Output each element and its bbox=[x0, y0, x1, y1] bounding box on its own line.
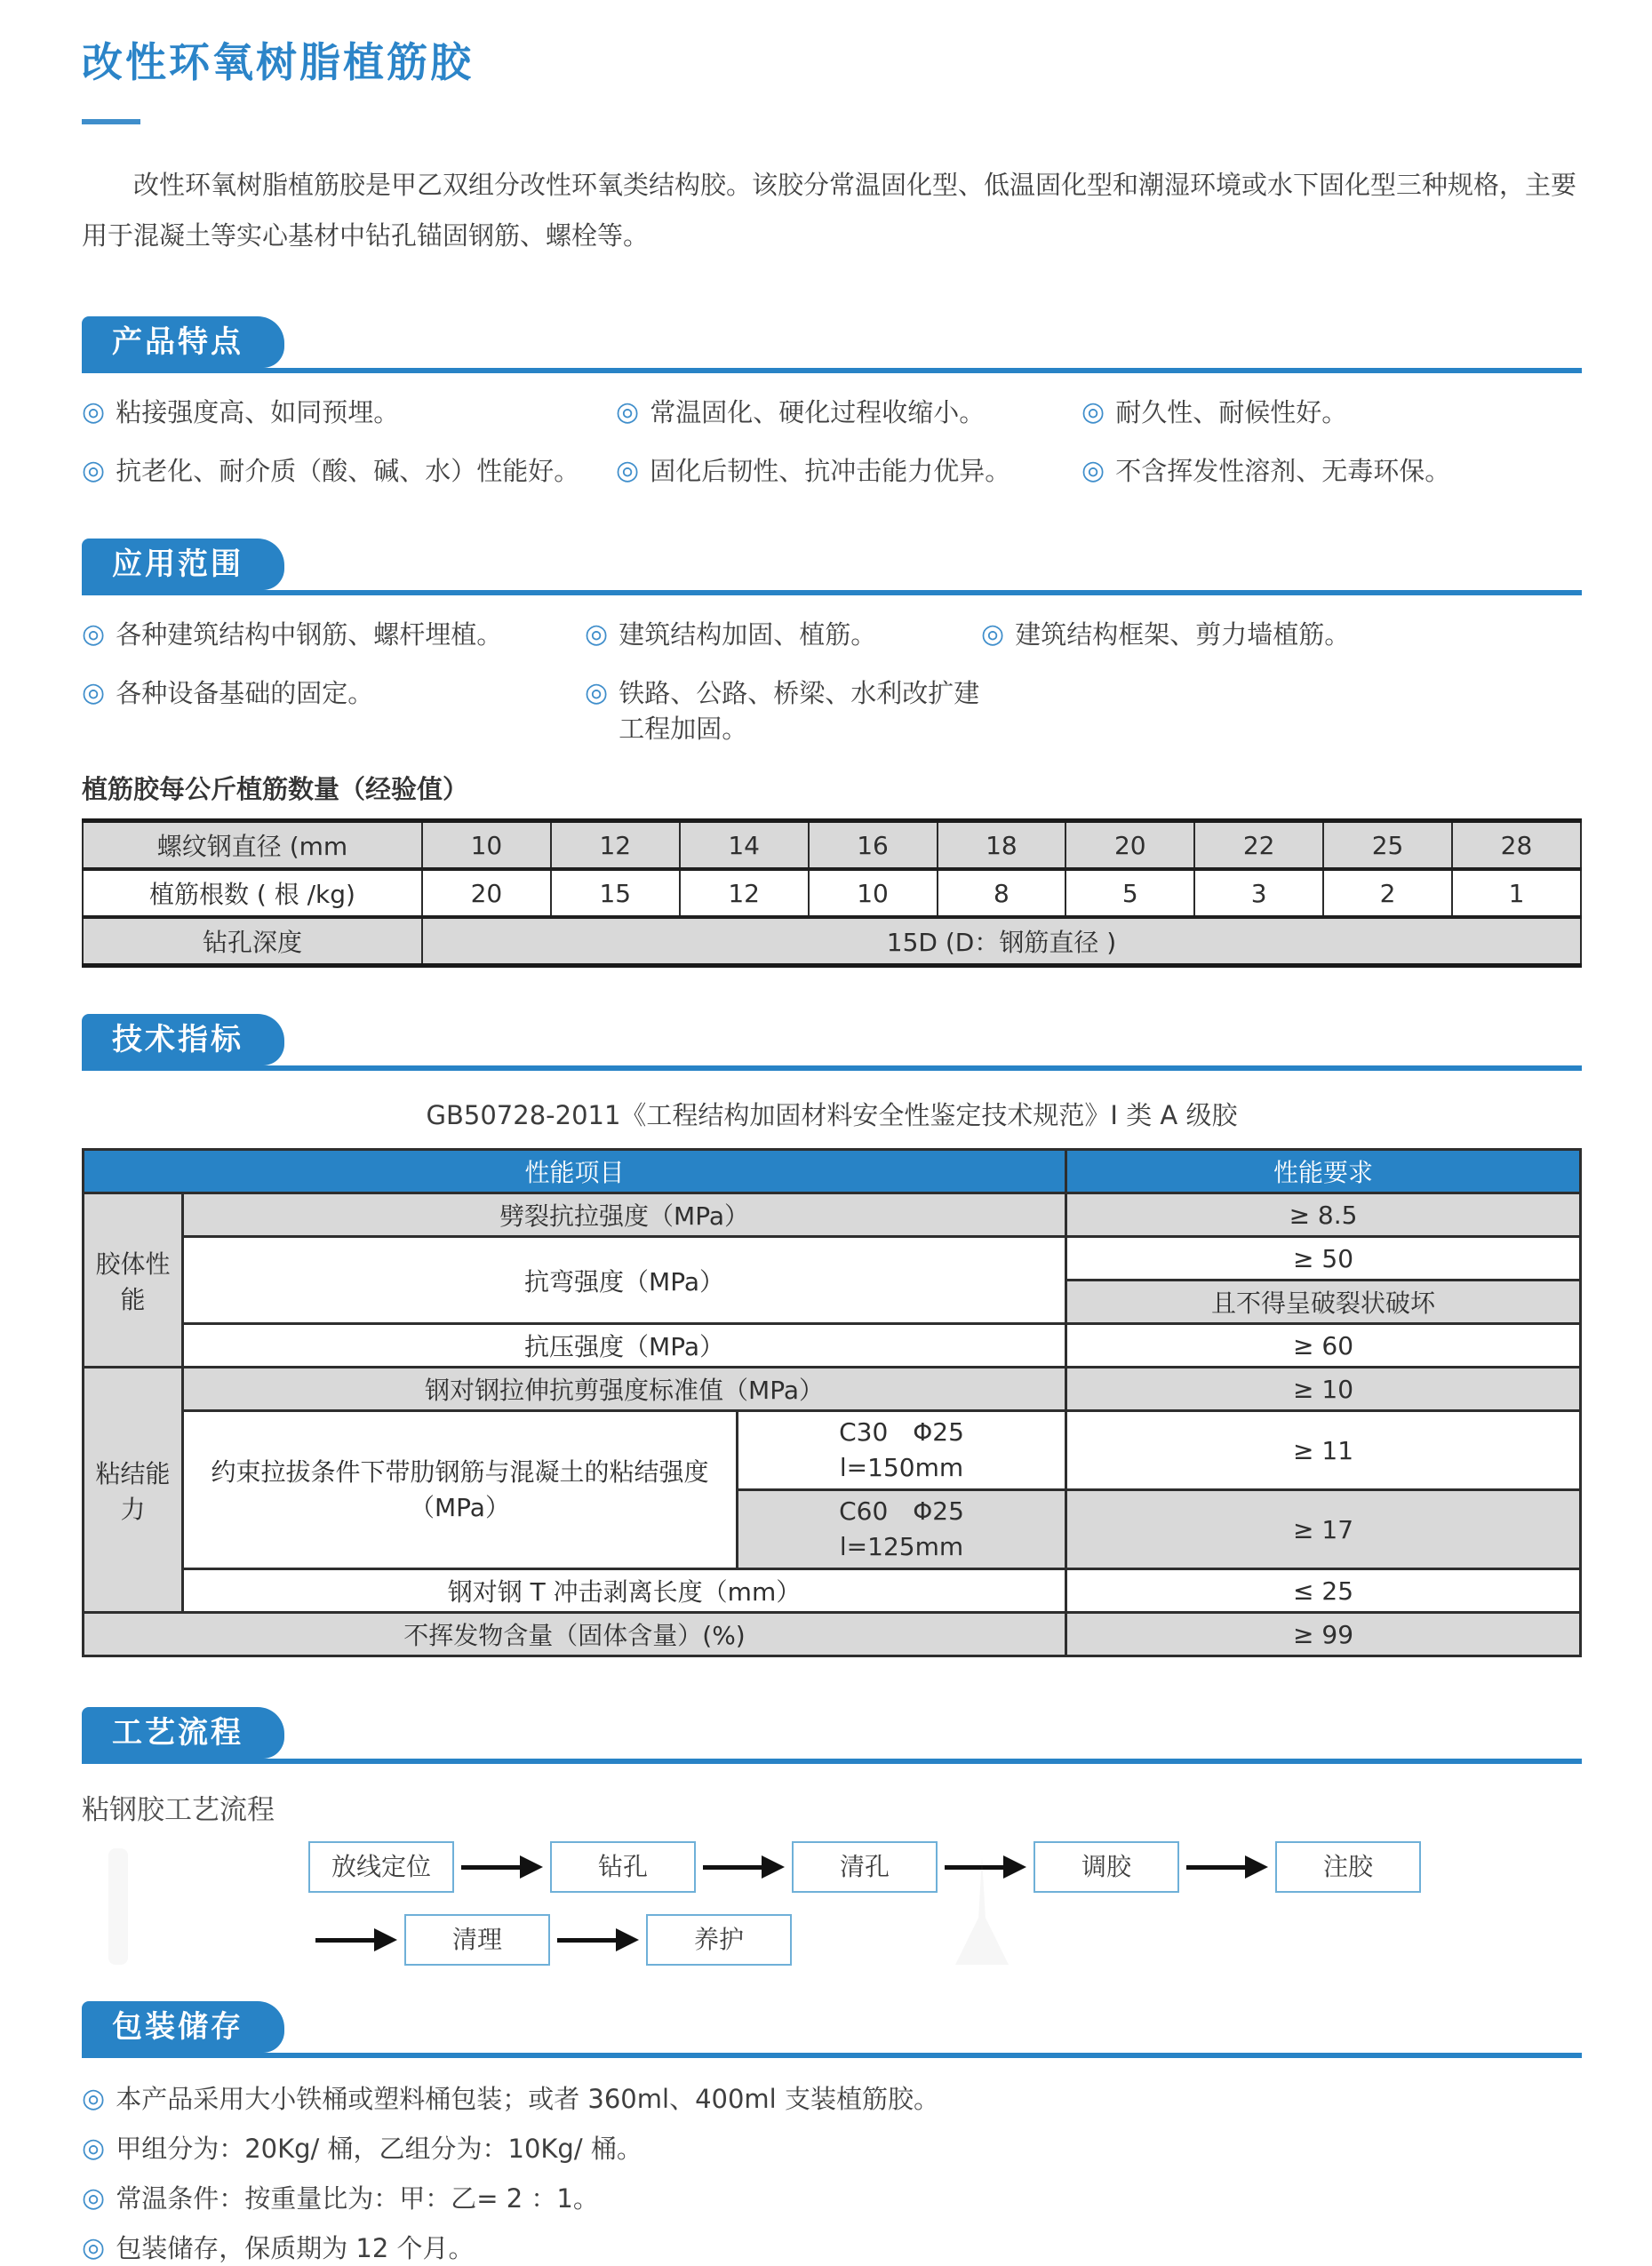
cell: 15D (D：钢筋直径 ) bbox=[422, 917, 1581, 966]
process-badge: 工艺流程 bbox=[82, 1707, 284, 1759]
cell: 10 bbox=[809, 869, 938, 917]
table-row bbox=[83, 869, 1581, 917]
property-cell: 抗压强度（MPa） bbox=[183, 1324, 1066, 1368]
bullseye-bullet-icon: ◎ bbox=[585, 677, 609, 708]
application-item bbox=[981, 617, 1582, 652]
table-row bbox=[84, 1613, 1581, 1656]
condition-line: l=150mm bbox=[839, 1453, 964, 1482]
property-text-line: 约束拉拔条件下带肋钢筋与混凝土的粘结强度 bbox=[211, 1456, 709, 1487]
bullseye-bullet-icon: ◎ bbox=[82, 2182, 106, 2214]
feature-text: 常温固化、硬化过程收缩小。 bbox=[650, 397, 986, 427]
arrow-right-icon bbox=[461, 1855, 543, 1879]
feature-item bbox=[82, 453, 616, 489]
bullseye-bullet-icon: ◎ bbox=[82, 2133, 106, 2164]
cell: 18 bbox=[938, 821, 1066, 870]
cell: 20 bbox=[1065, 821, 1194, 870]
flow-step: 注胶 bbox=[1275, 1841, 1421, 1893]
application-item bbox=[585, 675, 981, 746]
flow-step: 养护 bbox=[646, 1914, 792, 1966]
packaging-item bbox=[82, 2081, 1582, 2117]
packaging-item bbox=[82, 2230, 1582, 2266]
bullseye-bullet-icon: ◎ bbox=[82, 618, 106, 650]
flow-step: 清孔 bbox=[792, 1841, 938, 1893]
table-row bbox=[84, 1324, 1581, 1368]
application-text: 各种设备基础的固定。 bbox=[116, 678, 374, 708]
arrow-right-icon bbox=[315, 1928, 397, 1951]
cell: 20 bbox=[422, 869, 551, 917]
section-header-process bbox=[82, 1707, 1582, 1764]
group-label: 胶体性能 bbox=[84, 1193, 183, 1368]
column-header-property: 性能项目 bbox=[84, 1150, 1066, 1193]
applications-list bbox=[82, 617, 1582, 746]
requirement-cell: ≥ 60 bbox=[1066, 1324, 1581, 1368]
bullseye-bullet-icon: ◎ bbox=[82, 2083, 106, 2114]
application-item bbox=[585, 617, 981, 652]
feature-item bbox=[1081, 453, 1582, 489]
application-text: 铁路、公路、桥梁、水利改扩建工程加固。 bbox=[619, 678, 980, 744]
bullseye-bullet-icon: ◎ bbox=[82, 677, 106, 708]
row-header: 螺纹钢直径 (mm bbox=[83, 821, 422, 870]
feature-text: 抗老化、耐介质（酸、碱、水）性能好。 bbox=[116, 456, 580, 486]
table-row bbox=[84, 1569, 1581, 1613]
condition-cell bbox=[738, 1490, 1066, 1569]
flow-row-1 bbox=[308, 1841, 1582, 1893]
arrow-right-icon bbox=[945, 1855, 1026, 1879]
rebar-count-table bbox=[82, 818, 1582, 968]
bullseye-bullet-icon: ◎ bbox=[616, 396, 640, 427]
packaging-text: 本产品采用大小铁桶或塑料桶包装；或者 360ml、400ml 支装植筋胶。 bbox=[116, 2084, 939, 2114]
row-header: 植筋根数 ( 根 /kg) bbox=[83, 869, 422, 917]
cell: 28 bbox=[1452, 821, 1581, 870]
condition-line: C30 Φ25 bbox=[839, 1417, 964, 1447]
requirement-cell: ≤ 25 bbox=[1066, 1569, 1581, 1613]
process-subtitle: 粘钢胶工艺流程 bbox=[82, 1794, 275, 1826]
packaging-item bbox=[82, 2131, 1582, 2166]
bullseye-bullet-icon: ◎ bbox=[1081, 396, 1105, 427]
tech-badge: 技术指标 bbox=[82, 1014, 284, 1065]
table-row bbox=[84, 1237, 1581, 1281]
packaging-item bbox=[82, 2181, 1582, 2216]
arrow-right-icon bbox=[1186, 1855, 1268, 1879]
flow-step: 钻孔 bbox=[550, 1841, 696, 1893]
arrow-right-icon bbox=[703, 1855, 785, 1879]
cell: 12 bbox=[551, 821, 680, 870]
cell: 5 bbox=[1065, 869, 1194, 917]
table-header-row bbox=[84, 1150, 1581, 1193]
table-row bbox=[84, 1193, 1581, 1237]
application-text: 建筑结构框架、剪力墙植筋。 bbox=[1015, 619, 1351, 650]
cell: 25 bbox=[1323, 821, 1452, 870]
section-header-applications bbox=[82, 539, 1582, 595]
condition-line: l=125mm bbox=[839, 1532, 964, 1561]
property-cell: 劈裂抗拉强度（MPa） bbox=[183, 1193, 1066, 1237]
property-text-line: （MPa） bbox=[410, 1492, 510, 1522]
feature-text: 固化后韧性、抗冲击能力优异。 bbox=[650, 456, 1011, 486]
flow-step: 清理 bbox=[404, 1914, 550, 1966]
application-text: 各种建筑结构中钢筋、螺杆埋植。 bbox=[116, 619, 503, 650]
bullseye-bullet-icon: ◎ bbox=[82, 455, 106, 486]
intro-paragraph: 改性环氧树脂植筋胶是甲乙双组分改性环氧类结构胶。该胶分常温固化型、低温固化型和潮湿环境或水下固化型三种规格，主要用于混凝土等实心基材中钻孔锚固钢筋、螺栓等。 bbox=[82, 170, 1577, 251]
section-header-packaging bbox=[82, 2001, 1582, 2058]
cell: 3 bbox=[1194, 869, 1323, 917]
cell: 8 bbox=[938, 869, 1066, 917]
standard-reference: GB50728-2011《工程结构加固材料安全性鉴定技术规范》I 类 A 级胶 bbox=[426, 1100, 1238, 1130]
packaging-text: 甲组分为：20Kg/ 桶，乙组分为：10Kg/ 桶。 bbox=[116, 2134, 642, 2164]
feature-text: 粘接强度高、如同预埋。 bbox=[116, 397, 400, 427]
section-header-features bbox=[82, 316, 1582, 373]
flow-step: 调胶 bbox=[1033, 1841, 1179, 1893]
requirement-cell: ≥ 17 bbox=[1066, 1490, 1581, 1569]
feature-item bbox=[1081, 395, 1582, 430]
flow-step: 放线定位 bbox=[308, 1841, 454, 1893]
applications-badge: 应用范围 bbox=[82, 539, 284, 590]
packaging-badge: 包装储存 bbox=[82, 2001, 284, 2053]
bullseye-bullet-icon: ◎ bbox=[585, 618, 609, 650]
table-row bbox=[83, 821, 1581, 870]
cell: 2 bbox=[1323, 869, 1452, 917]
cell: 16 bbox=[809, 821, 938, 870]
tech-spec-table bbox=[82, 1148, 1582, 1657]
cell: 14 bbox=[680, 821, 809, 870]
table-row bbox=[84, 1368, 1581, 1411]
feature-text: 不含挥发性溶剂、无毒环保。 bbox=[1115, 456, 1451, 486]
application-item bbox=[82, 675, 585, 746]
property-cell: 钢对钢拉伸抗剪强度标准值（MPa） bbox=[183, 1368, 1066, 1411]
bullseye-bullet-icon: ◎ bbox=[1081, 455, 1105, 486]
bullseye-bullet-icon: ◎ bbox=[616, 455, 640, 486]
cell: 1 bbox=[1452, 869, 1581, 917]
flow-row-2 bbox=[308, 1914, 1582, 1966]
column-header-requirement: 性能要求 bbox=[1066, 1150, 1581, 1193]
condition-line: C60 Φ25 bbox=[839, 1496, 964, 1526]
row-header: 钻孔深度 bbox=[83, 917, 422, 966]
features-badge: 产品特点 bbox=[82, 316, 284, 368]
feature-item bbox=[82, 395, 616, 430]
property-cell: 抗弯强度（MPa） bbox=[183, 1237, 1066, 1324]
page-title: 改性环氧树脂植筋胶 bbox=[82, 38, 474, 86]
requirement-cell: ≥ 10 bbox=[1066, 1368, 1581, 1411]
section-header-tech bbox=[82, 1014, 1582, 1071]
cell: 15 bbox=[551, 869, 680, 917]
requirement-cell: 且不得呈破裂状破坏 bbox=[1066, 1281, 1581, 1324]
property-cell: 钢对钢 T 冲击剥离长度（mm） bbox=[183, 1569, 1066, 1613]
cell: 22 bbox=[1194, 821, 1323, 870]
requirement-cell: ≥ 50 bbox=[1066, 1237, 1581, 1281]
condition-cell bbox=[738, 1411, 1066, 1490]
application-item bbox=[82, 617, 585, 652]
property-cell bbox=[183, 1411, 738, 1569]
feature-text: 耐久性、耐候性好。 bbox=[1115, 397, 1348, 427]
requirement-cell: ≥ 11 bbox=[1066, 1411, 1581, 1490]
bullseye-bullet-icon: ◎ bbox=[82, 396, 106, 427]
title-accent-bar bbox=[82, 119, 140, 124]
table-row bbox=[83, 917, 1581, 966]
group-label: 粘结能力 bbox=[84, 1368, 183, 1613]
bullseye-bullet-icon: ◎ bbox=[981, 618, 1005, 650]
feature-item bbox=[616, 395, 1081, 430]
packaging-list bbox=[82, 2081, 1582, 2266]
cell: 12 bbox=[680, 869, 809, 917]
property-cell: 不挥发物含量（固体含量）(%) bbox=[84, 1613, 1066, 1656]
features-list bbox=[82, 395, 1582, 489]
packaging-text: 常温条件：按重量比为：甲：乙= 2 ：1。 bbox=[116, 2183, 599, 2214]
requirement-cell: ≥ 99 bbox=[1066, 1613, 1581, 1656]
application-text: 建筑结构加固、植筋。 bbox=[619, 619, 877, 650]
bullseye-bullet-icon: ◎ bbox=[82, 2232, 106, 2263]
arrow-right-icon bbox=[557, 1928, 639, 1951]
requirement-cell: ≥ 8.5 bbox=[1066, 1193, 1581, 1237]
rebar-table-title: 植筋胶每公斤植筋数量（经验值） bbox=[82, 774, 469, 804]
feature-item bbox=[616, 453, 1081, 489]
cell: 10 bbox=[422, 821, 551, 870]
table-row bbox=[84, 1411, 1581, 1490]
packaging-text: 包装储存，保质期为 12 个月。 bbox=[116, 2233, 475, 2263]
